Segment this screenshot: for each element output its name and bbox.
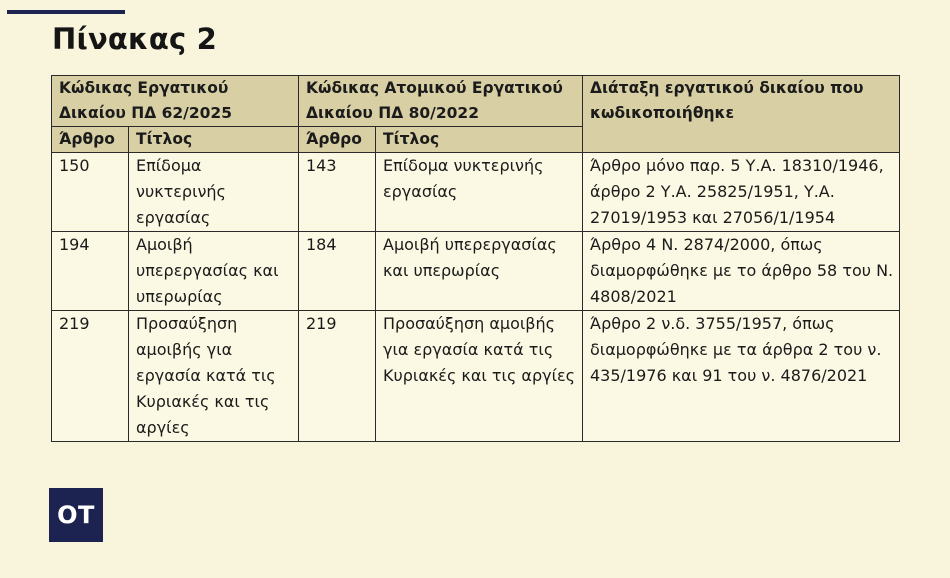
cell-title-80: Επίδομα νυκτερινής εργασίας bbox=[376, 153, 583, 232]
header-provision: Διάταξη εργατικού δικαίου που κωδικοποιήθηκε bbox=[583, 76, 900, 153]
page-title: Πίνακας 2 bbox=[52, 22, 218, 56]
header-code-80-2022: Κώδικας Ατομικού Εργατικού Δικαίου ΠΔ 80/2022 bbox=[299, 76, 583, 127]
accent-bar bbox=[7, 10, 125, 14]
cell-title-62: Επίδομα νυκτερινής εργασίας bbox=[129, 153, 299, 232]
cell-article-80: 143 bbox=[299, 153, 376, 232]
header-code-62-2025: Κώδικας Εργατικού Δικαίου ΠΔ 62/2025 bbox=[52, 76, 299, 127]
table-row bbox=[52, 232, 900, 311]
subheader-article-2: Άρθρο bbox=[299, 127, 376, 153]
cell-provision: Άρθρο μόνο παρ. 5 Υ.Α. 18310/1946, άρθρο 2 Υ.Α. 25825/1951, Υ.Α. 27019/1953 και 27056/1/1954 bbox=[583, 153, 900, 232]
subheader-title-1: Τίτλος bbox=[129, 127, 299, 153]
table-row bbox=[52, 153, 900, 232]
cell-title-62: Προσαύξηση αμοιβής για εργασία κατά τις Κυριακές και τις αργίες bbox=[129, 311, 299, 442]
cell-title-80: Αμοιβή υπερεργασίας και υπερωρίας bbox=[376, 232, 583, 311]
legal-table bbox=[51, 75, 900, 442]
cell-article-62: 194 bbox=[52, 232, 129, 311]
subheader-article-1: Άρθρο bbox=[52, 127, 129, 153]
table-header-row bbox=[52, 76, 900, 127]
cell-title-80: Προσαύξηση αμοιβής για εργασία κατά τις Κυριακές και τις αργίες bbox=[376, 311, 583, 442]
cell-article-62: 219 bbox=[52, 311, 129, 442]
cell-article-62: 150 bbox=[52, 153, 129, 232]
cell-article-80: 184 bbox=[299, 232, 376, 311]
table-row bbox=[52, 311, 900, 442]
cell-article-80: 219 bbox=[299, 311, 376, 442]
cell-provision: Άρθρο 2 ν.δ. 3755/1957, όπως διαμορφώθηκε με τα άρθρα 2 του ν. 435/1976 και 91 του ν. 4876/2021 bbox=[583, 311, 900, 442]
ot-logo-badge: ΟΤ bbox=[49, 488, 103, 542]
cell-title-62: Αμοιβή υπερεργασίας και υπερωρίας bbox=[129, 232, 299, 311]
subheader-title-2: Τίτλος bbox=[376, 127, 583, 153]
cell-provision: Άρθρο 4 Ν. 2874/2000, όπως διαμορφώθηκε με το άρθρο 58 του Ν. 4808/2021 bbox=[583, 232, 900, 311]
